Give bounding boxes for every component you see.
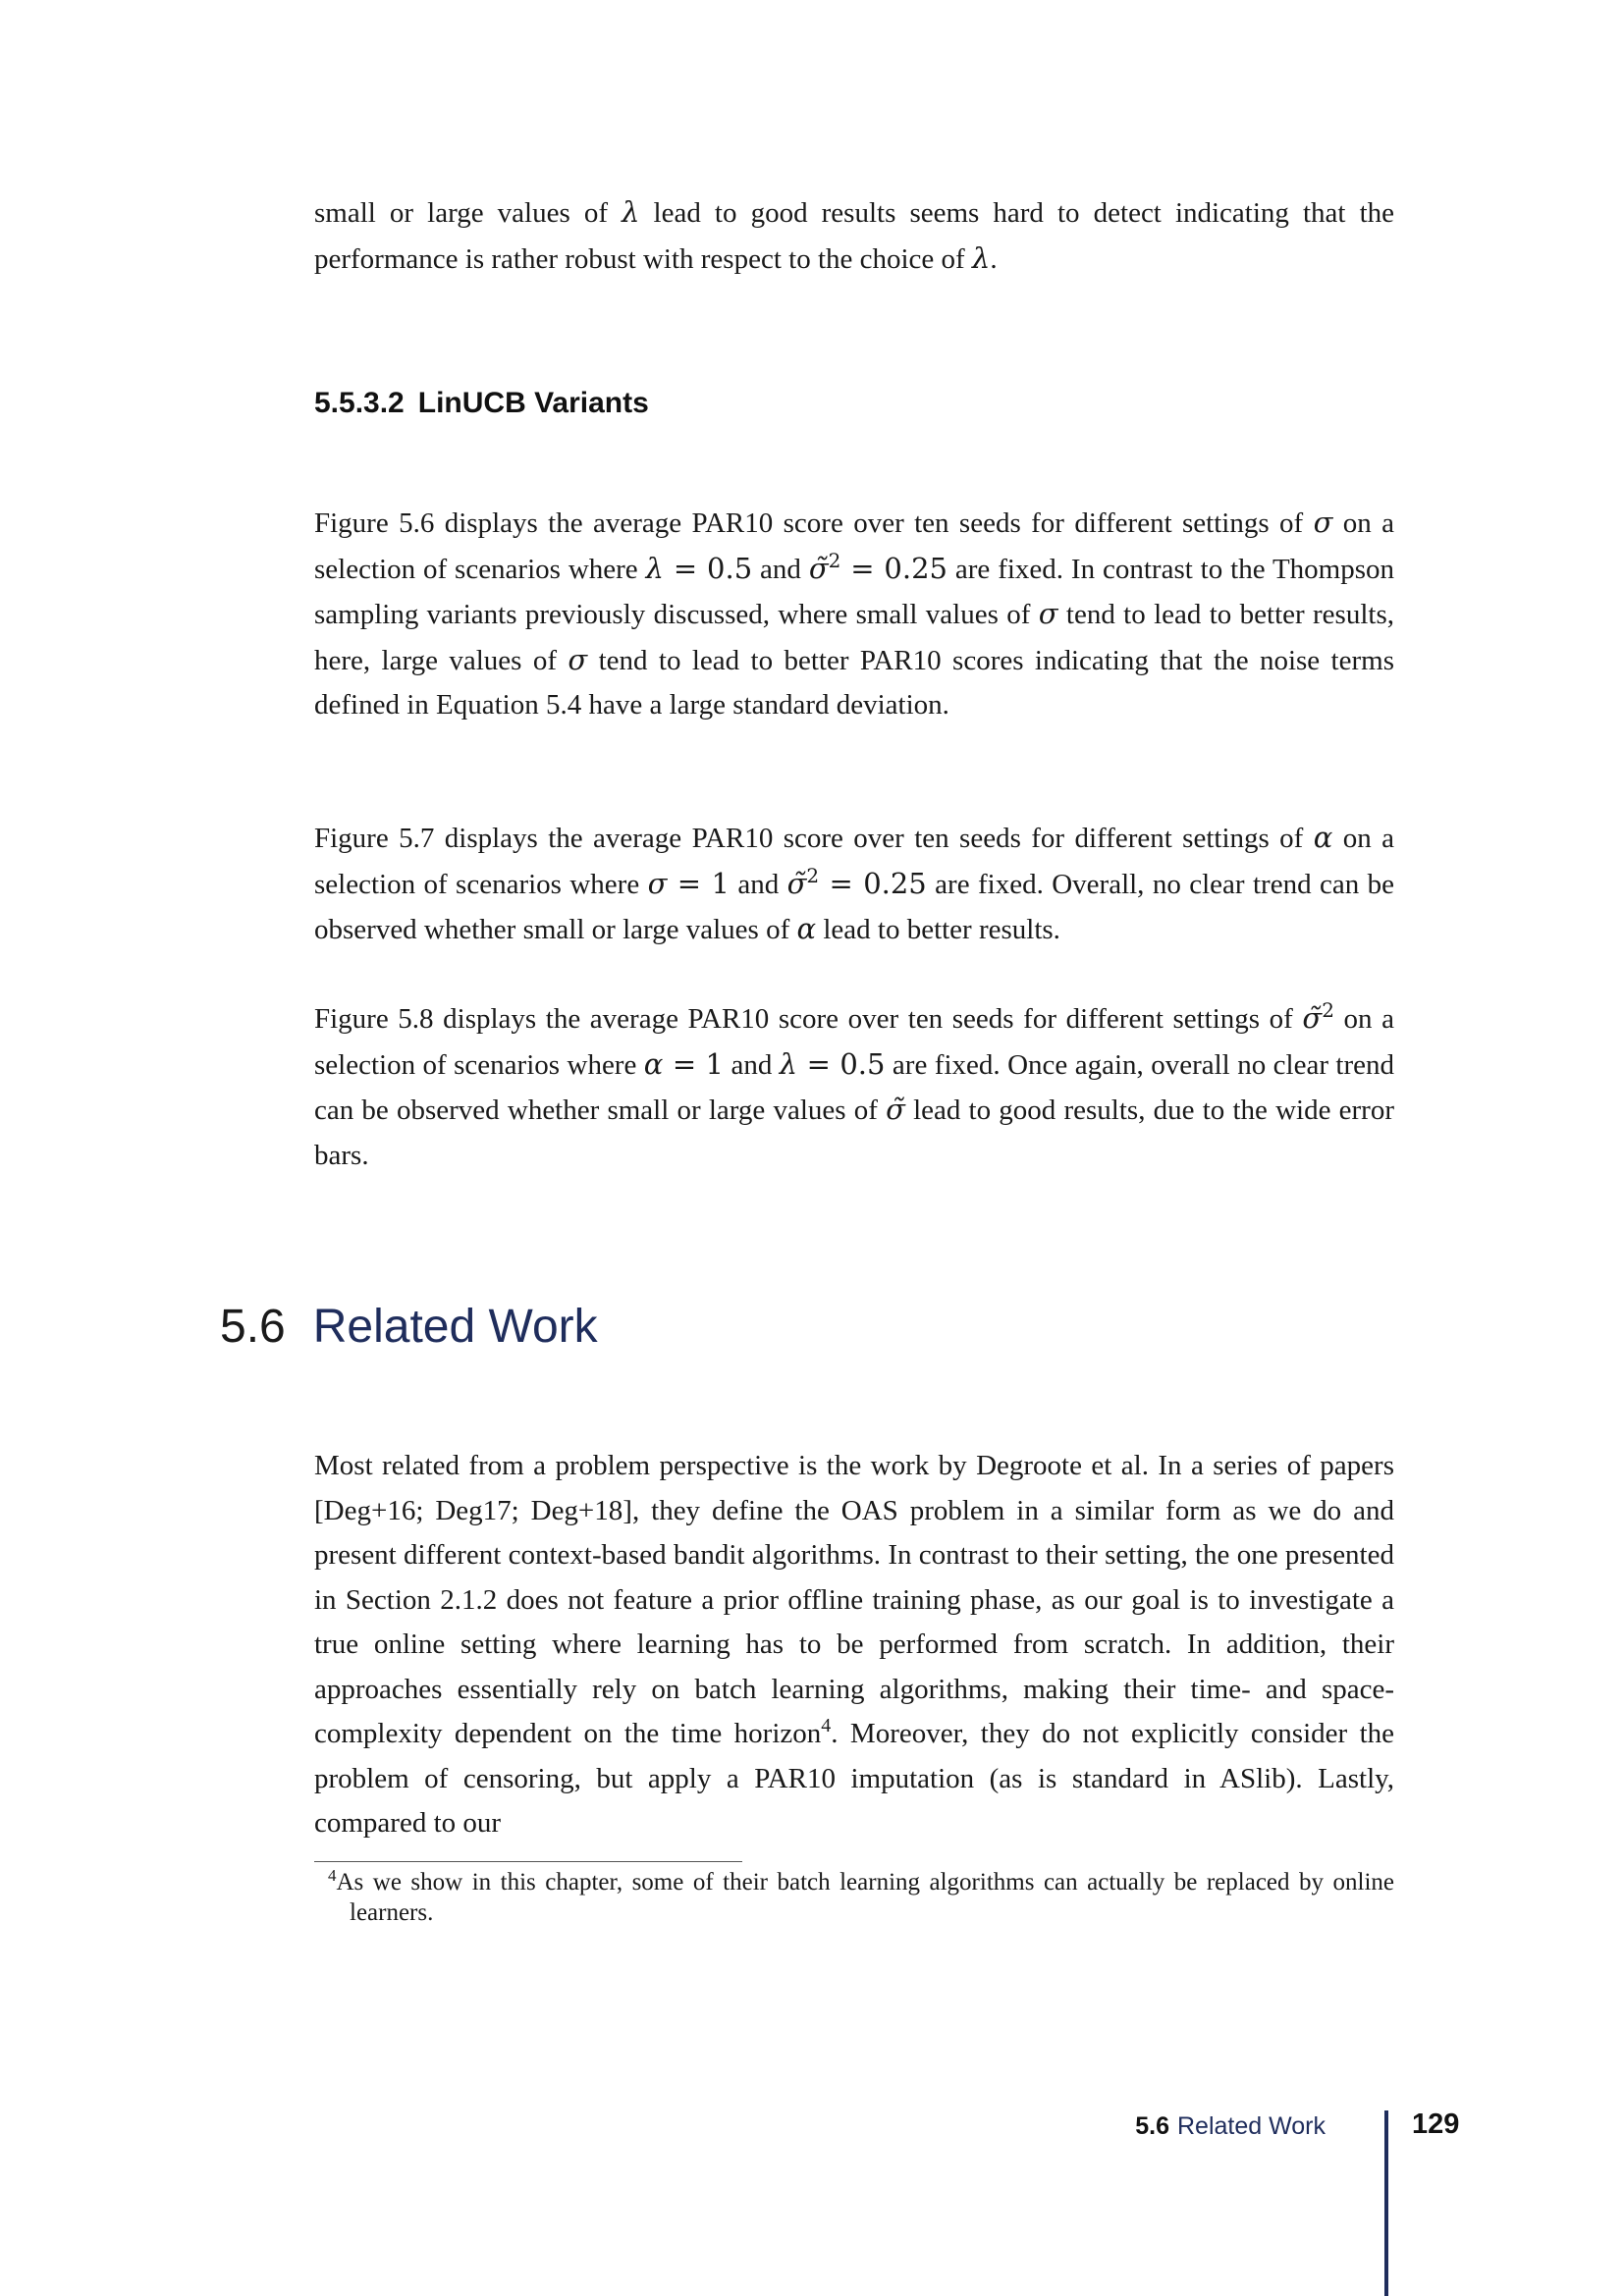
math-lambda: λ	[622, 195, 640, 229]
math-sigma-tilde: σ̃	[808, 551, 829, 585]
paragraph-lambda-robustness	[314, 190, 1394, 282]
math-sigma: σ	[1313, 506, 1333, 539]
text-run: .	[990, 242, 998, 275]
math-lambda: λ	[779, 1046, 798, 1081]
footnote-reference: 4	[821, 1715, 832, 1736]
footnote-divider	[314, 1861, 742, 1862]
text-run: and	[729, 868, 787, 900]
math-sigma: σ	[1038, 597, 1058, 630]
math-equation: = 0.25	[840, 551, 947, 585]
text-run: on a selection of scenarios where	[314, 507, 1394, 585]
text-run: Figure 5.6 displays the average PAR10 score over ten seeds for different settings of	[314, 507, 1314, 539]
subsection-title: LinUCB Variants	[417, 387, 649, 419]
math-alpha: α	[643, 1046, 664, 1081]
math-equation: = 0.25	[819, 866, 927, 900]
math-lambda: λ	[971, 240, 991, 275]
math-sigma: σ	[568, 642, 588, 676]
text-run: on a selection of scenarios where	[314, 1003, 1394, 1081]
math-alpha: α	[1313, 821, 1333, 854]
text-run: on a selection of scenarios where	[314, 823, 1394, 900]
footnote-mark: 4	[328, 1866, 337, 1885]
paragraph-figure-5-6	[314, 501, 1394, 728]
math-alpha: α	[796, 912, 817, 945]
text-run: lead to good results, due to the wide error bars.	[314, 1095, 1394, 1171]
footer-section-number: 5.6	[1135, 2112, 1169, 2140]
section-title: Related Work	[312, 1301, 598, 1353]
footnote	[314, 1867, 1394, 1928]
section-number: 5.6	[220, 1301, 286, 1353]
math-sigma-tilde: σ̃	[1302, 1001, 1323, 1035]
text-run: lead to good results seems hard to detect indicating that the performance is rather robust with respect to the choice of	[314, 197, 1394, 275]
section-heading	[220, 1300, 598, 1354]
math-superscript: 2	[1322, 998, 1334, 1022]
footer-section-title: Related Work	[1177, 2112, 1326, 2140]
subsection-number: 5.5.3.2	[314, 387, 405, 419]
text-run: Figure 5.8 displays the average PAR10 score over ten seeds for different settings of	[314, 1003, 1303, 1035]
text-run: and	[724, 1048, 780, 1081]
math-sigma-tilde: σ̃	[786, 866, 807, 900]
running-footer	[1090, 2112, 1326, 2141]
paragraph-figure-5-8	[314, 996, 1394, 1178]
text-run: are fixed. In contrast to the Thompson sampling variants previously discussed, where small values of	[314, 553, 1395, 630]
math-equation: = 1	[667, 866, 730, 900]
paragraph-figure-5-7	[314, 816, 1394, 953]
math-sigma: σ	[647, 866, 668, 900]
footnote-text: As we show in this chapter, some of their batch learning algorithms can actually be replaced by online learners.	[336, 1869, 1394, 1926]
math-lambda: λ	[645, 551, 664, 585]
text-run: Figure 5.7 displays the average PAR10 score over ten seeds for different settings of	[314, 823, 1314, 854]
math-sigma-tilde: σ̃	[886, 1093, 905, 1126]
text-run: tend to lead to better PAR10 scores indicating that the noise terms defined in Equation 5.4 have a large standard deviation.	[314, 644, 1394, 721]
math-equation: = 1	[663, 1046, 724, 1081]
text-run: tend to lead to better results, here, large values of	[314, 599, 1394, 676]
subsection-heading	[314, 387, 649, 420]
paragraph-related-work	[314, 1444, 1394, 1846]
math-equation: = 0.5	[797, 1046, 886, 1081]
text-run: lead to better results.	[816, 914, 1060, 945]
page-number: 129	[1412, 2109, 1460, 2140]
math-superscript: 2	[806, 863, 820, 887]
text-run: and	[752, 553, 809, 585]
text-run: are fixed. Once again, overall no clear trend can be observed whether small or large values of	[314, 1048, 1395, 1126]
text-run: . Moreover, they do not explicitly consider the problem of censoring, but apply a PAR10 imputation (as is standard in ASlib). Lastly, compared to our	[314, 1718, 1395, 1839]
math-superscript: 2	[828, 548, 841, 572]
text-run: small or large values of	[314, 197, 623, 229]
text-run: are fixed. Overall, no clear trend can be observed whether small or large values of	[314, 868, 1394, 945]
text-run: Most related from a problem perspective is the work by Degroote et al. In a series of papers [Deg+16; Deg17; Deg+18], they define the OAS problem in a similar form as we do and present different context-based bandit algorithms. In contrast to their setting, the one presented in Section 2.1.2 does not feature a prior offline training phase, as our goal is to investigate a true online setting where learning has to be performed from scratch. In addition, their approaches essentially rely on batch learning algorithms, making their time- and space-complexity dependent on the time horizon	[314, 1450, 1394, 1749]
footer-accent-bar	[1384, 2110, 1388, 2296]
math-equation: = 0.5	[663, 551, 753, 585]
